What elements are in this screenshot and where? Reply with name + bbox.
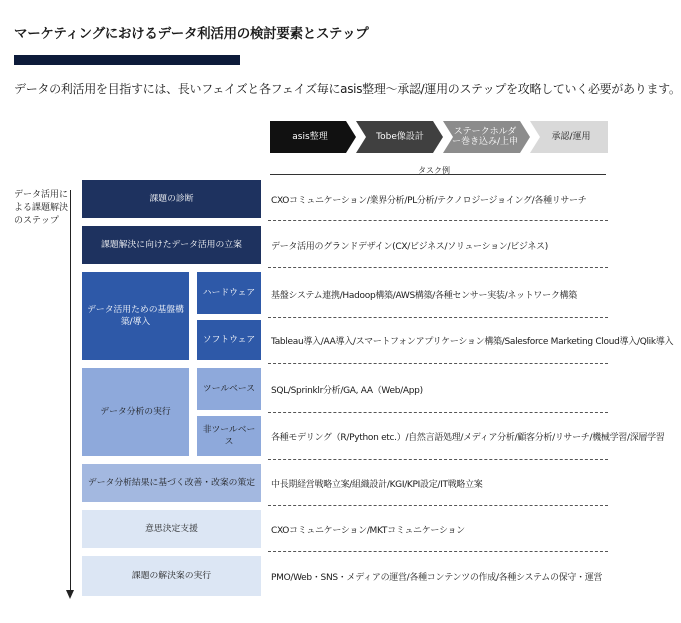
task-divider <box>268 267 608 268</box>
step-software: ソフトウェア <box>197 320 261 360</box>
task-divider <box>268 317 608 318</box>
phase-3-label: ステークホルダー巻き込み/上申 <box>451 127 519 147</box>
step-improvement: データ分析結果に基づく改善・改案の策定 <box>82 464 261 502</box>
step-non-tool-based: 非ツールベース <box>197 416 261 456</box>
task-header-line <box>270 174 606 175</box>
task-divider <box>268 363 608 364</box>
step-tool-based: ツールベース <box>197 368 261 410</box>
vertical-axis-line <box>70 190 71 594</box>
phase-2-label: Tobe像設計 <box>376 132 424 142</box>
task-divider <box>268 220 608 221</box>
task-example-label: タスク例 <box>418 166 450 175</box>
step-diagnosis: 課題の診断 <box>82 180 261 218</box>
task-non-tool-based: 各種モデリング（R/Python etc.）/自然言語処理/メディア分析/顧客分析/リサーチ/機械学習/深層学習 <box>271 433 665 443</box>
task-divider <box>268 505 608 506</box>
task-divider <box>268 412 608 413</box>
step-infra: データ活用ための基盤構築/導入 <box>82 272 189 360</box>
task-hardware: 基盤システム連携/Hadoop構築/AWS構築/各種センサー実装/ネットワーク構築 <box>271 291 577 301</box>
task-software: Tableau導入/AA導入/スマートフォンアプリケーション構築/Salesforce Marketing Cloud導入/Qlik導入 <box>271 337 674 347</box>
step-design: 課題解決に向けたデータ活用の立案 <box>82 226 261 264</box>
page-title: マーケティングにおけるデータ利活用の検討要素とステップ <box>14 26 369 42</box>
step-analysis: データ分析の実行 <box>82 368 189 456</box>
task-decision: CXOコミュニケーション/MKTコミュニケーション <box>271 526 465 536</box>
page-subtitle: データの利活用を目指すには、長いフェイズと各フェイズ毎にasis整理〜承認/運用のステップを攻略していく必要があります。 <box>14 82 681 96</box>
task-tool-based: SQL/Sprinklr分析/GA, AA（Web/App) <box>271 386 423 396</box>
step-execution: 課題の解決案の実行 <box>82 556 261 596</box>
step-decision: 意思決定支援 <box>82 510 261 548</box>
side-axis-label: データ活用による課題解決のステップ <box>14 190 69 226</box>
task-execution: PMO/Web・SNS・メディアの運営/各種コンテンツの作成/各種システムの保守・運営 <box>271 573 603 583</box>
task-diagnosis: CXOコミュニケーション/業界分析/PL分析/テクノロジージョイング/各種リサーチ <box>271 196 587 206</box>
task-improvement: 中長期経営戦略立案/組織設計/KGI/KPI設定/IT戦略立案 <box>271 480 483 490</box>
phase-4-label: 承認/運用 <box>551 132 591 142</box>
phase-1-label: asis整理 <box>292 132 328 142</box>
task-divider <box>268 551 608 552</box>
title-underline-bar <box>14 55 240 65</box>
down-arrow-icon <box>66 590 74 599</box>
task-design: データ活用のグランドデザイン(CX/ビジネス/ソリューション/ビジネス) <box>271 242 548 252</box>
step-hardware: ハードウェア <box>197 272 261 314</box>
task-divider <box>268 459 608 460</box>
